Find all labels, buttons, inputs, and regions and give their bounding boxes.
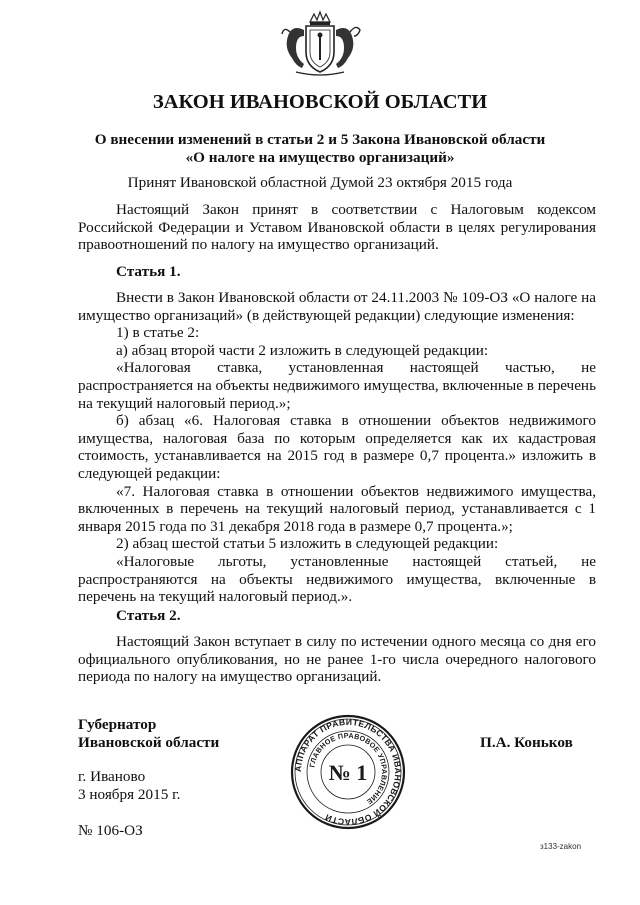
adoption-line: Принят Ивановской областной Думой 23 октября 2015 года <box>127 174 513 191</box>
document-title: ЗАКОН ИВАНОВСКОЙ ОБЛАСТИ <box>152 91 488 113</box>
signatory-title-line-1: Губернатор <box>78 716 157 733</box>
article-1-paragraph-1: Внести в Закон Ивановской области от 24.11.2003 № 109-ОЗ «О налоге на имущество организаций» (в действующей редакции) следующие изменения: <box>78 289 596 324</box>
signing-date: 3 ноября 2015 г. <box>78 785 181 803</box>
article-1-paragraph-4: «Налоговая ставка, установленная настоящей частью, не распространяется на объекты недвижимого имущества, включенные в перечень на текущий налоговый период.»; <box>78 359 596 412</box>
seal-inner-text: ГЛАВНОЕ ПРАВОВОЕ УПРАВЛЕНИЕ <box>307 730 390 807</box>
article-1-paragraph-8: «Налоговые льготы, установленные настоящей статьей, не распространяются на объекты недвижимого имущества, включенные в перечень на текущий налоговый период.». <box>78 552 596 606</box>
subtitle-line-1: О внесении изменений в статьи 2 и 5 Закона Ивановской области <box>94 131 546 148</box>
preamble-block <box>78 201 596 254</box>
article-1-heading: Статья 1. <box>116 263 181 280</box>
preamble-paragraph: Настоящий Закон принят в соответствии с Налоговым кодексом Российской Федерации и Уставом Ивановской области в целях регулирования правоотношений по налогу на имущество организаций. <box>78 201 596 254</box>
article-2-body <box>78 633 596 686</box>
article-1-paragraph-2: 1) в статье 2: <box>116 324 200 342</box>
document-subtitle <box>60 131 580 166</box>
article-1-paragraph-5: б) абзац «6. Налоговая ставка в отношении объектов недвижимого имущества, налоговая база по которым определяется как их кадастровая стоимость, устанавливается на 2015 год в размере 0,7 процента.» изложить в следующей редакции: <box>78 412 596 482</box>
article-1-paragraph-6: «7. Налоговая ставка в отношении объектов недвижимого имущества, включенных в перечень на текущий налоговый период, устанавливается с 1 января 2015 года по 31 декабря 2018 года в размере 0,7 процента.»; <box>78 482 596 535</box>
place-and-date <box>78 768 180 803</box>
article-1-paragraph-7: 2) абзац шестой статьи 5 изложить в следующей редакции: <box>116 535 499 553</box>
official-seal <box>288 712 408 832</box>
document-code: з133-zakon <box>540 842 582 851</box>
signatory-title <box>78 716 219 751</box>
article-2-heading: Статья 2. <box>116 607 181 624</box>
law-number: № 106-ОЗ <box>78 822 143 839</box>
subtitle-line-2: «О налоге на имущество организаций» <box>185 148 455 166</box>
article-2-paragraph-1: Настоящий Закон вступает в силу по истечении одного месяца со дня его официального опубликования, но не ранее 1-го числа очередного налогового периода по налогу на имущество организаций. <box>78 633 596 686</box>
signatory-name: П.А. Коньков <box>480 734 573 751</box>
coat-of-arms-icon <box>270 8 370 78</box>
seal-number: № 1 <box>328 760 368 785</box>
article-1-paragraph-3: а) абзац второй части 2 изложить в следующей редакции: <box>116 341 489 359</box>
seal-outer-text: АППАРАТ ПРАВИТЕЛЬСТВА ИВАНОВСКОЙ ОБЛАСТИ <box>292 716 404 828</box>
signatory-title-line-2: Ивановской области <box>78 733 220 751</box>
article-1-body <box>78 289 596 606</box>
signing-place: г. Иваново <box>78 768 146 785</box>
